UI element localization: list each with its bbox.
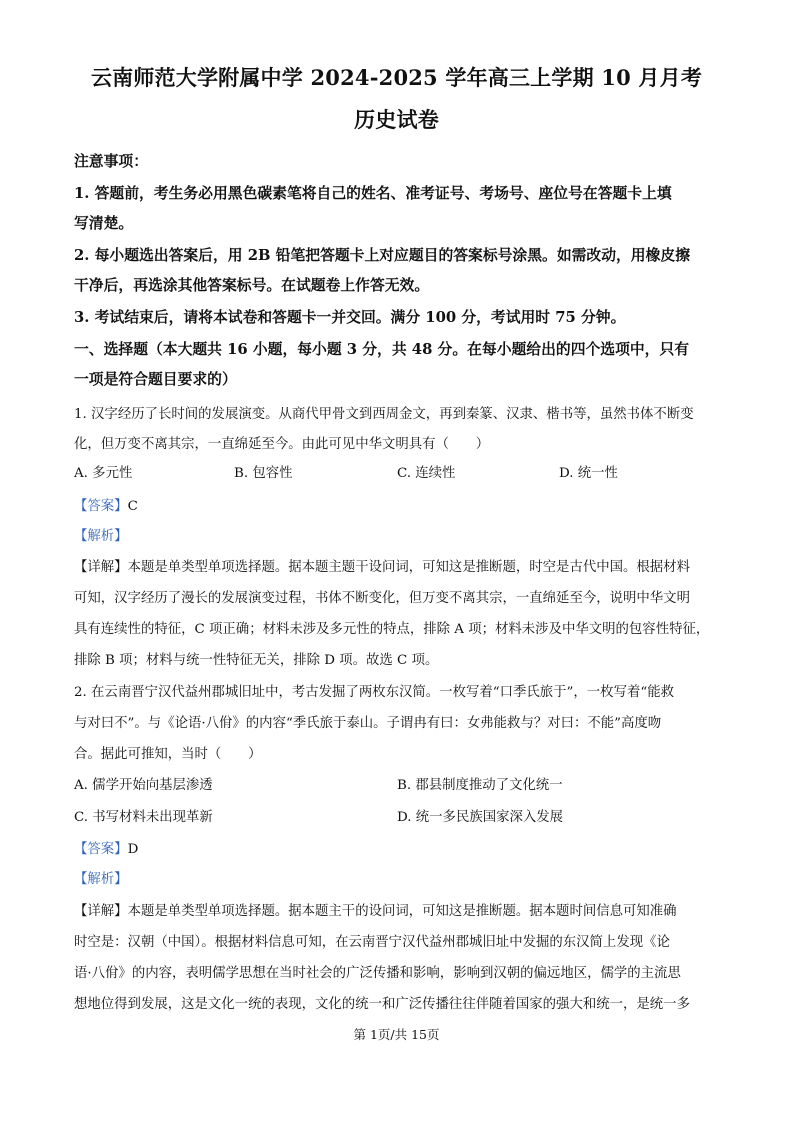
q2-stem-line-3: 合。据此可推知，当时（ ） — [74, 747, 262, 762]
q2-option-d: D. 统一多民族国家深入发展 — [397, 810, 564, 825]
q2-detail-line-2: 时空是：汉朝（中国）。根据材料信息可知，在云南晋宁汉代益州郡城旧址中发掘的东汉简上发现《论 — [74, 935, 670, 950]
q2-stem-line-2: 与对曰不”。与《论语·八佾》的内容“季氏旅于泰山。子谓冉有曰：女弗能救与？对曰：不能”高度吻 — [74, 716, 662, 731]
q1-stem-line-2: 化，但万变不离其宗，一直绵延至今。由此可见中华文明具有（ ） — [74, 437, 490, 452]
q2-option-a: A. 儒学开始向基层渗透 — [74, 778, 213, 793]
section-heading-line-2: 一项是符合题目要求的） — [74, 371, 237, 388]
q1-answer-tag: 【答案】 — [74, 499, 128, 514]
exam-subtitle: 历史试卷 — [354, 107, 439, 132]
q1-detail-line-1 — [74, 556, 724, 575]
q2-answer-tag: 【答案】 — [74, 842, 128, 857]
q1-detail-tag: 【详解】 — [74, 560, 128, 575]
q1-detail-line-2: 可知，汉字经历了漫长的发展演变过程，书体不断变化，但万变不离其宗，一直绵延至今，说明中华文明 — [74, 591, 690, 606]
notice-heading: 注意事项： — [74, 153, 148, 170]
exam-title: 云南师范大学附属中学 2024-2025 学年高三上学期 10 月月考 — [90, 65, 703, 90]
notice-item-2-line-2: 干净后，再选涂其他答案标号。在试题卷上作答无效。 — [74, 277, 430, 294]
q1-analysis-tag: 【解析】 — [74, 529, 128, 544]
q2-detail-tag: 【详解】 — [74, 904, 128, 919]
q1-option-a: A. 多元性 — [74, 466, 133, 481]
q2-detail-line-4: 想地位得到发展，这是文化一统的表现，文化的统一和广泛传播往往伴随着国家的强大和统一，是统一多 — [74, 997, 690, 1012]
q1-detail-text-1: 本题是单类型单项选择题。据本题主题干设问词，可知这是推断题，时空是古代中国。根据材料 — [127, 560, 690, 575]
q2-option-c: C. 书写材料未出现革新 — [74, 810, 213, 825]
q1-answer — [74, 495, 724, 514]
page-number: 第 1页/共 15页 — [353, 1027, 440, 1042]
q1-stem-line-1: 1. 汉字经历了长时间的发展演变。从商代甲骨文到西周金文，再到秦篆、汉隶、楷书等，虽然书体不断变 — [74, 407, 694, 422]
q2-analysis-tag: 【解析】 — [74, 872, 128, 887]
q1-answer-value: C — [127, 499, 138, 514]
q1-option-b: B. 包容性 — [234, 466, 293, 481]
notice-item-2-line-1: 2. 每小题选出答案后，用 2B 铅笔把答题卡上对应题目的答案标号涂黑。如需改动，用橡皮擦 — [74, 247, 690, 264]
q1-option-c: C. 连续性 — [397, 466, 456, 481]
q1-option-d: D. 统一性 — [559, 466, 618, 481]
q2-detail-text-1: 本题是单类型单项选择题。据本题主干的设问词，可知这是推断题。据本题时间信息可知准确 — [127, 904, 677, 919]
q2-option-b: B. 郡县制度推动了文化统一 — [397, 778, 563, 793]
notice-item-1-line-1: 1. 答题前，考生务必用黑色碳素笔将自己的姓名、准考证号、考场号、座位号在答题卡上填 — [74, 185, 672, 202]
q2-detail-line-3: 语·八佾》的内容，表明儒学思想在当时社会的广泛传播和影响，影响到汉朝的偏远地区，儒学的主流思 — [74, 966, 681, 981]
q2-stem-line-1: 2. 在云南晋宁汉代益州郡城旧址中，考古发掘了两枚东汉简。一枚写着“口季氏旅于”，一枚写着“能救 — [74, 685, 674, 700]
q2-detail-line-1 — [74, 900, 724, 919]
q1-detail-line-3: 具有连续性的特征，C 项正确；材料未涉及多元性的特点，排除 A 项；材料未涉及中华文明的包容性特征， — [74, 622, 710, 637]
q1-detail-line-4: 排除 B 项；材料与统一性特征无关，排除 D 项。故选 C 项。 — [74, 653, 439, 668]
q2-answer — [74, 838, 724, 857]
q2-answer-value: D — [127, 842, 139, 857]
notice-item-1-line-2: 写清楚。 — [74, 215, 134, 232]
notice-item-3: 3. 考试结束后，请将本试卷和答题卡一并交回。满分 100 分，考试用时 75 分钟。 — [74, 309, 626, 326]
section-heading-line-1: 一、选择题（本大题共 16 小题，每小题 3 分，共 48 分。在每小题给出的四个选项中，只有 — [74, 341, 690, 358]
